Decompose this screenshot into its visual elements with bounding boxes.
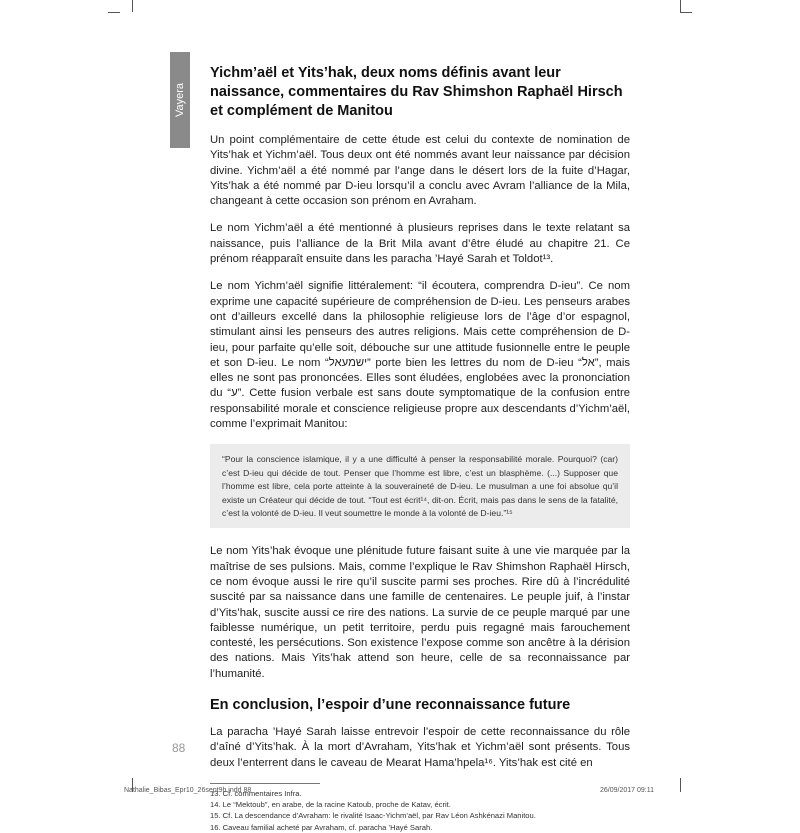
paragraph: Le nom Yichm’aël signifie littéralement: “il écoutera, comprendra D-ieu”. Ce nom exprime une capacité supérieure de compréhension de D-ieu. Les penseurs arabes ont d’ailleurs excellé dans la philosophie religieuse lors de l’âge d’or espagnol, stimulant ainsi les penseurs des autres religions. Mais cette compréhension de D-ieu, pour parfaite qu’elle soit, débouche sur une attitude fusionnelle entre le peuple et son D-ieu. Le nom “ישמעאל” porte bien les lettres du nom de D-ieu “אל”, mais elles ne sont pas prononcées. Elles sont éludées, englobées avec la prononciation du “ע”. Cette fusion verbale est sans doute symptomatique de la confusion entre responsabilité morale et conscience religieuse propre aux descendants d’Yichm’aël, comme l’exprimait Manitou: (210, 280, 630, 431)
crop-mark (680, 11, 692, 13)
paragraph: Le nom Yits’hak évoque une plénitude future faisant suite à une vie marquée par la maîtrise de ses pulsions. Mais, comme l’explique le Rav Shimshon Raphaël Hirsch, ce nom évoque aussi le rire qu’il suscite parmi ses proches. Rire dû à l’incrédulité suscité par sa naissance dans une famille de centenaires. Le peuple juif, à l’instar d’Yits’hak, suscite aussi ce rire des nations. La survie de ce peuple marqué par une faiblesse numérique, un petit territoire, perdu puis regagné mais farouchement contesté, les persécutions. Son existence l’expose comme son ancêtre à la dérision des nations. Mais Yits’hak attend son heure, celle de sa reconnaissance par l’humanité. (210, 545, 630, 680)
footnote: 14. Le “Mektoub”, en arabe, de la racine Katoub, proche de Katav, écrit. (210, 800, 451, 810)
quote-block: “Pour la conscience islamique, il y a une difficulté à penser la responsabilité morale. Pourquoi? (car) c’est D-ieu qui décide de tout. Penser que l’homme est libre, c’est un blasphème. (...) Supposer que l’homme est libre, cela porte atteinte à la souveraineté de D-ieu. Le musulman a une foi absolue qu’il existe un Créateur qui décide de tout. “Tout est écrit¹⁴, dit-on. Écrit, mais pas dans le sens de la fatalité, c’est la volonté de D-ieu. Il veut soumettre le monde à la volonté de D-ieu.”¹⁵ (210, 444, 630, 528)
page-title: Yichm’aël et Yits’hak, deux noms définis avant leur naissance, commentaires du Rav Shimshon Raphaël Hirsch et complément de Manitou (210, 65, 623, 119)
footnote: 13. Cf. commentaires Infra. (210, 788, 302, 798)
footnote: 16. Caveau familial acheté par Avraham, cf. paracha ’Hayé Sarah. (210, 822, 433, 832)
page-number: 88 (172, 741, 186, 755)
side-tab-label: Vayera (174, 82, 186, 118)
crop-mark (120, 0, 133, 12)
footnote: 15. Cf. La descendance d’Avraham: le rivalité Isaac-Yichm’aël, par Rav Léon Ashkénazi Manitou. (210, 811, 536, 821)
paragraph: La paracha ’Hayé Sarah laisse entrevoir l’espoir de cette reconnaissance du rôle d’aîné d’Yits’hak. À la mort d’Avraham, Yits’hak et Yichm’aël sont présents. Tous deux l’enterrent dans le caveau de Mearat Hama’hpela¹⁶. Yits’hak est cité en (210, 726, 630, 769)
section-heading: En conclusion, l’espoir d’une reconnaissance future (210, 697, 571, 714)
page-content (210, 64, 630, 833)
footnote-divider (210, 783, 320, 784)
print-slug-file: Nathalie_Bibas_Epr10_26sept9h.indd 88 (124, 787, 252, 794)
paragraph: Un point complémentaire de cette étude est celui du contexte de nomination de Yits’hak et Yichm’aël. Tous deux ont été nommés avant leur naissance par décision divine. Yichm’aël a été nommé par l’ange dans le désert lors de la fuite d’Hagar, Yits’hak a été nommé par D-ieu lorsqu’il a conclu avec Avram l’alliance de la Mila, changeant à cette occasion son prénom en Avraham. (210, 134, 630, 208)
crop-mark (108, 11, 120, 13)
print-slug-date: 26/09/2017 09:11 (600, 787, 654, 794)
crop-mark (680, 778, 693, 792)
chapter-side-tab (170, 52, 190, 148)
paragraph: Le nom Yichm’aël a été mentionné à plusieurs reprises dans le texte relatant sa naissance, puis l’alliance de la Brit Mila avant d’être éludé au chapitre 21. Ce prénom réapparaît ensuite dans les paracha ’Hayé Sarah et Toldot¹³. (210, 222, 630, 266)
